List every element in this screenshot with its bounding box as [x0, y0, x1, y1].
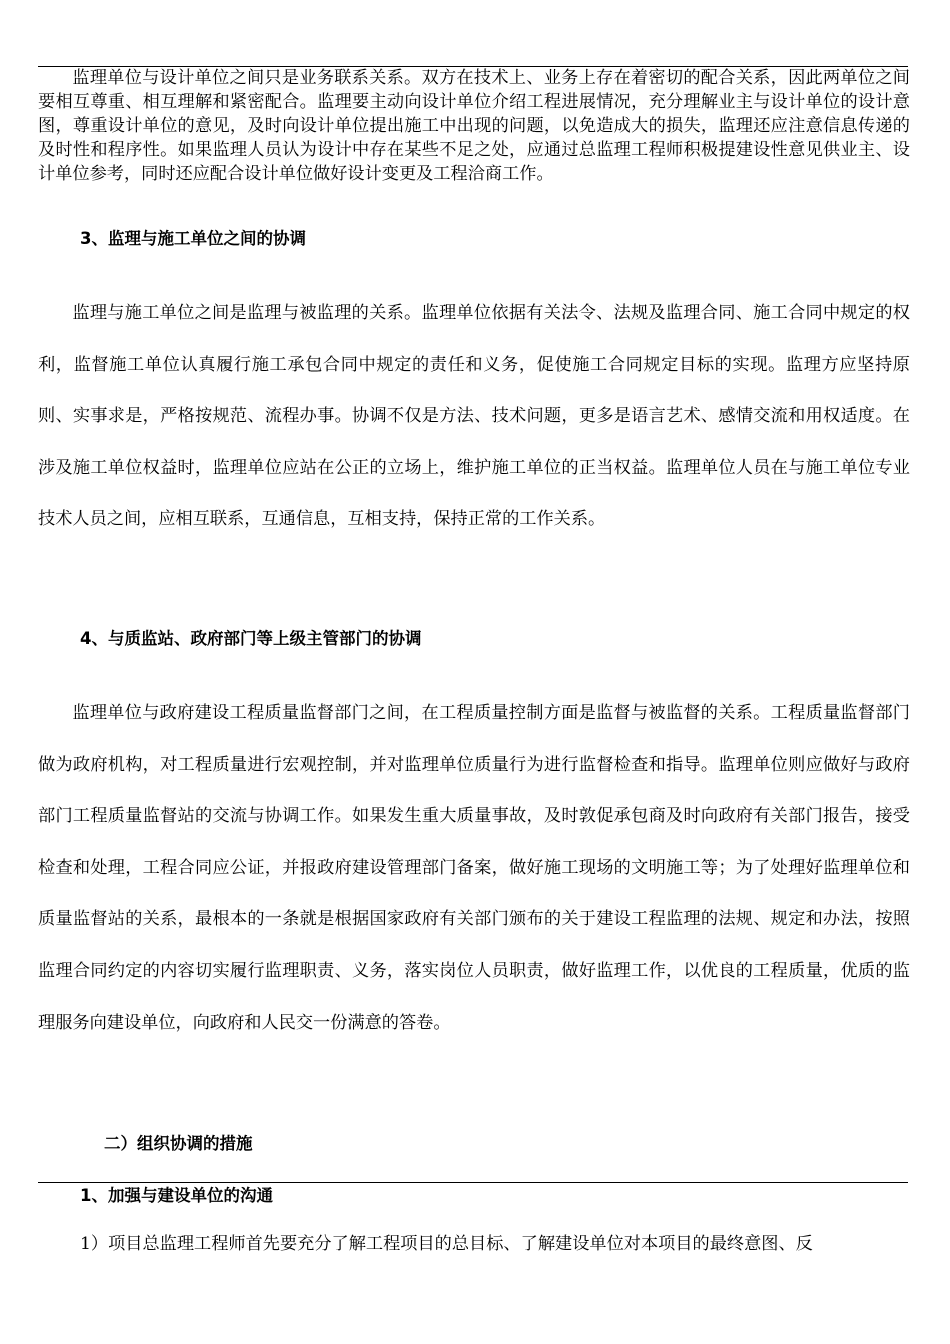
paragraph-construction-unit-relations: 监理与施工单位之间是监理与被监理的关系。监理单位依据有关法令、法规及监理合同、施工合同中规定的权利，监督施工单位认真履行施工承包合同中规定的责任和义务，促使施工合同规定目标的实现。监理方应坚持原则、实事求是，严格按规范、流程办事。协调不仅是方法、技术问题，更多是语言艺术、感情交流和用权适度。在涉及施工单位权益时，监理单位应站在公正的立场上，维护施工单位的正当权益。监理单位人员在与施工单位专业技术人员之间，应相互联系，互通信息，互相支持，保持正常的工作关系。 — [38, 303, 910, 530]
paragraph-design-unit-relations: 监理单位与设计单位之间只是业务联系关系。双方在技术上、业务上存在着密切的配合关系，因此两单位之间要相互尊重、相互理解和紧密配合。监理要主动向设计单位介绍工程进展情况，充分理解业主与设计单位的设计意图，尊重设计单位的意见，及时向设计单位提出施工中出现的问题，以免造成大的损失，监理还应注意信息传递的及时性和程序性。如果监理人员认为设计中存在某些不足之处，应通过总监理工程师积极提建设性意见供业主、设计单位参考，同时还应配合设计单位做好设计变更及工程洽商工作。 — [38, 68, 910, 184]
heading-government-coordination: 4、与质监站、政府部门等上级主管部门的协调 — [80, 629, 422, 648]
heading-coordination-measures: 二）组织协调的措施 — [104, 1134, 253, 1153]
section-rule — [38, 1182, 908, 1183]
paragraph-government-relations: 监理单位与政府建设工程质量监督部门之间，在工程质量控制方面是监督与被监督的关系。工程质量监督部门做为政府机构，对工程质量进行宏观控制，并对监理单位质量行为进行监督检查和指导。监理单位则应做好与政府部门工程质量监督站的交流与协调工作。如果发生重大质量事故，及时敦促承包商及时向政府有关部门报告，接受检查和处理，工程合同应公证，并报政府建设管理部门备案，做好施工现场的文明施工等；为了处理好监理单位和质量监督站的关系，最根本的一条就是根据国家政府有关部门颁布的关于建设工程监理的法规、规定和办法，按照监理合同约定的内容切实履行监理职责、义务，落实岗位人员职责，做好监理工作，以优良的工程质量，优质的监理服务向建设单位，向政府和人民交一份满意的答卷。 — [38, 703, 910, 1033]
heading-owner-communication: 1、加强与建设单位的沟通 — [80, 1186, 273, 1205]
heading-construction-unit-coordination: 3、监理与施工单位之间的协调 — [80, 229, 306, 248]
list-item: 1）项目总监理工程师首先要充分了解工程项目的总目标、了解建设单位对本项目的最终意图、反 — [80, 1234, 813, 1254]
